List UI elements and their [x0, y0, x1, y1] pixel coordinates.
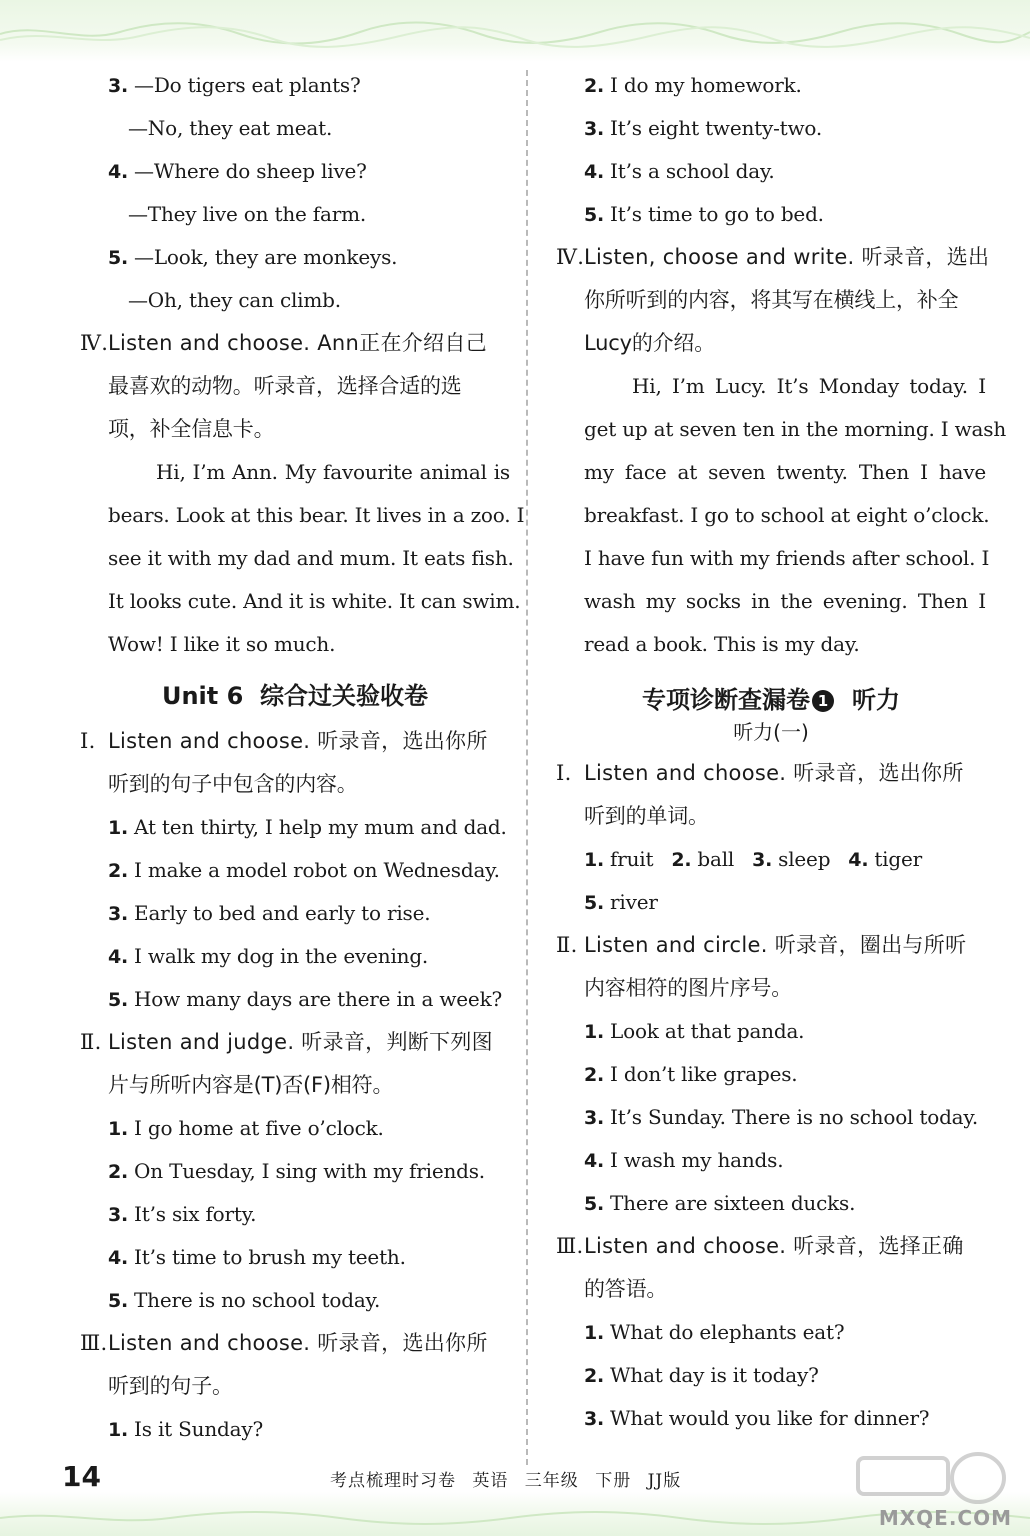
- list-item: 4. It’s time to brush my teeth.: [108, 1245, 406, 1269]
- section-iv-instruction-cont: Lucy的介绍。: [584, 331, 716, 355]
- list-item: 5. river: [584, 890, 658, 914]
- list-item: 4. It’s a school day.: [584, 159, 775, 183]
- section-iv-instruction-cont: 最喜欢的动物。听录音，选择合适的选: [108, 374, 462, 398]
- section-iii-instruction-cont: 的答语。: [584, 1277, 668, 1301]
- list-item: 4. I wash my hands.: [584, 1148, 784, 1172]
- section-ii-instruction-cont: 片与所听内容是(T)否(F)相符。: [108, 1073, 394, 1097]
- dialogue-3-answer: —No, they eat meat.: [128, 116, 333, 140]
- list-item: 3. It’s six forty.: [108, 1202, 257, 1226]
- ann-passage-line: bears. Look at this bear. It lives in a zoo. I: [108, 503, 525, 527]
- list-item: 2. I don’t like grapes.: [584, 1062, 798, 1086]
- list-item: 5. There is no school today.: [108, 1288, 381, 1312]
- dialogue-5-question: 5. —Look, they are monkeys.: [108, 245, 398, 269]
- section-iii-instruction: Ⅲ.Listen and choose. 听录音，选出你所: [80, 1331, 488, 1355]
- section-i-instruction: Ⅰ. Listen and choose. 听录音，选出你所: [80, 729, 488, 753]
- word-list: 1. fruit 2. ball 3. sleep 4. tiger: [584, 847, 922, 871]
- list-item: 2. What day is it today?: [584, 1363, 819, 1387]
- list-item: 2. On Tuesday, I sing with my friends.: [108, 1159, 485, 1183]
- lucy-passage-line: read a book. This is my day.: [584, 632, 860, 656]
- right-column: [556, 64, 1007, 1440]
- list-item: 1. I go home at five o’clock.: [108, 1116, 384, 1140]
- list-item: 1. At ten thirty, I help my mum and dad.: [108, 815, 507, 839]
- lucy-passage-line: get up at seven ten in the morning. I wash: [584, 417, 1007, 441]
- dialogue-4-answer: —They live on the farm.: [128, 202, 366, 226]
- watermark-text: MXQE.COM: [878, 1506, 1012, 1530]
- list-item: 2. I do my homework.: [584, 73, 802, 97]
- dialogue-3-question: 3. —Do tigers eat plants?: [108, 73, 361, 97]
- list-item: 1. Is it Sunday?: [108, 1417, 263, 1441]
- list-item: 3. It’s Sunday. There is no school today.: [584, 1105, 979, 1129]
- ann-passage-line: Hi, I’m Ann. My favourite animal is: [156, 460, 510, 484]
- top-decorative-band: [0, 0, 1030, 62]
- list-item: 3. It’s eight twenty-two.: [584, 116, 823, 140]
- ann-passage-line: It looks cute. And it is white. It can swim.: [108, 589, 521, 613]
- list-item: 1. What do elephants eat?: [584, 1320, 845, 1344]
- listening-subheading: 听力(一): [733, 720, 809, 744]
- dialogue-4-question: 4. —Where do sheep live?: [108, 159, 367, 183]
- lucy-passage-line: Hi, I’m Lucy. It’s Monday today. I: [632, 374, 986, 398]
- left-column: [80, 64, 525, 1451]
- dialogue-5-answer: —Oh, they can climb.: [128, 288, 341, 312]
- unit-6-heading: Unit 6 综合过关验收卷: [161, 682, 429, 710]
- list-item: 5. It’s time to go to bed.: [584, 202, 824, 226]
- footer-text: 考点梳理时习卷 英语 三年级 下册 JJ版: [330, 1471, 682, 1491]
- list-item: 1. Look at that panda.: [584, 1019, 805, 1043]
- section-iii-instruction-cont: 听到的句子。: [108, 1374, 233, 1398]
- ann-passage-line: Wow! I like it so much.: [108, 632, 336, 656]
- page-number: 14: [62, 1460, 101, 1493]
- lucy-passage-line: my face at seven twenty. Then I have: [584, 460, 986, 484]
- section-ii-instruction: Ⅱ. Listen and circle. 听录音，圈出与所听: [556, 933, 967, 957]
- section-iii-instruction: Ⅲ.Listen and choose. 听录音，选择正确: [556, 1234, 964, 1258]
- section-i-instruction-cont: 听到的单词。: [584, 804, 709, 828]
- section-ii-instruction: Ⅱ. Listen and judge. 听录音，判断下列图: [80, 1030, 493, 1054]
- section-iv-instruction-cont: 你所听到的内容，将其写在横线上，补全: [584, 288, 959, 312]
- lucy-passage-line: wash my socks in the evening. Then I: [584, 589, 986, 613]
- section-i-instruction-cont: 听到的句子中包含的内容。: [108, 772, 358, 796]
- list-item: 4. I walk my dog in the evening.: [108, 944, 429, 968]
- section-i-instruction: Ⅰ. Listen and choose. 听录音，选出你所: [556, 761, 964, 785]
- number-badge-icon: 1: [812, 690, 834, 712]
- section-ii-instruction-cont: 内容相符的图片序号。: [584, 976, 792, 1000]
- list-item: 5. There are sixteen ducks.: [584, 1191, 856, 1215]
- list-item: 5. How many days are there in a week?: [108, 987, 503, 1011]
- section-iv-instruction-cont: 项，补全信息卡。: [108, 417, 275, 441]
- wave-decoration: [0, 14, 1030, 48]
- list-item: 2. I make a model robot on Wednesday.: [108, 858, 500, 882]
- list-item: 3. What would you like for dinner?: [584, 1406, 930, 1430]
- section-iv-instruction: Ⅳ.Listen and choose. Ann正在介绍自己: [80, 331, 487, 355]
- ann-passage-line: see it with my dad and mum. It eats fish.: [108, 546, 514, 570]
- list-item: 3. Early to bed and early to rise.: [108, 901, 431, 925]
- column-divider: [526, 70, 528, 1465]
- section-iv-instruction: Ⅳ.Listen, choose and write. 听录音，选出: [556, 245, 990, 269]
- diagnosis-heading: 专项诊断查漏卷 1 听力: [642, 686, 900, 714]
- lucy-passage-line: breakfast. I go to school at eight o’clock.: [584, 503, 990, 527]
- lucy-passage-line: I have fun with my friends after school. I: [584, 546, 990, 570]
